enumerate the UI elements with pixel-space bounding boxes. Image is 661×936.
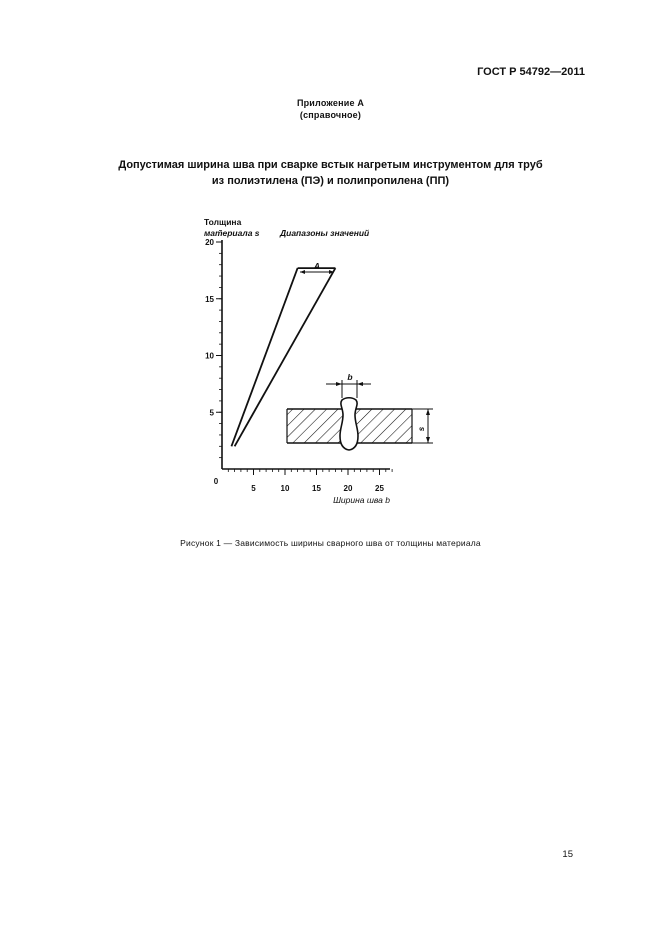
dim-s-arrow-bottom — [426, 437, 430, 443]
chart-title: Диапазоны значений — [280, 228, 370, 238]
dim-b-arrow-left — [336, 382, 342, 386]
standard-number: ГОСТ Р 54792—2011 — [477, 66, 585, 78]
x-tick-label: 15 — [312, 484, 321, 493]
heading-line-1: Допустимая ширина шва при сварке встык нагретым инструментом для труб — [118, 159, 543, 171]
dim-b-label: b — [347, 372, 353, 382]
dim-s-label: s — [417, 426, 426, 432]
annex-title: Приложение А — [296, 98, 365, 108]
x-tick-label: 25 — [375, 484, 384, 493]
x-axis-label: Ширина шва b — [333, 495, 390, 505]
y-tick-label: 5 — [209, 408, 214, 418]
origin-label: 0 — [213, 477, 219, 486]
range-arrow-head-left — [300, 270, 305, 274]
range-label: A — [313, 261, 321, 271]
y-tick-label: 15 — [205, 294, 214, 304]
pipe-wall-left — [287, 409, 343, 443]
x-tick-label: 10 — [280, 484, 290, 493]
figure-caption: Рисунок 1 — Зависимость ширины сварного шва от толщины материала — [180, 538, 481, 548]
annex-type: (справочное) — [299, 110, 362, 120]
pipe-wall-right — [356, 409, 412, 443]
dim-b-arrow-right — [357, 382, 363, 386]
weld-cross-section-inset — [287, 372, 433, 450]
weld-bead — [340, 398, 358, 450]
y-axis-label-line-1: Толщина — [204, 217, 242, 227]
y-tick-label: 10 — [205, 351, 214, 361]
y-axis-label-line-2: материала s — [204, 228, 260, 238]
heading-line-2: из полиэтилена (ПЭ) и полипропилена (ПП) — [211, 175, 450, 187]
dim-s-arrow-top — [426, 409, 430, 415]
y-tick-label: 20 — [205, 238, 214, 247]
page-number: 15 — [562, 849, 573, 860]
x-tick-label: 5 — [251, 484, 256, 493]
x-tick-label: 20 — [343, 484, 353, 493]
